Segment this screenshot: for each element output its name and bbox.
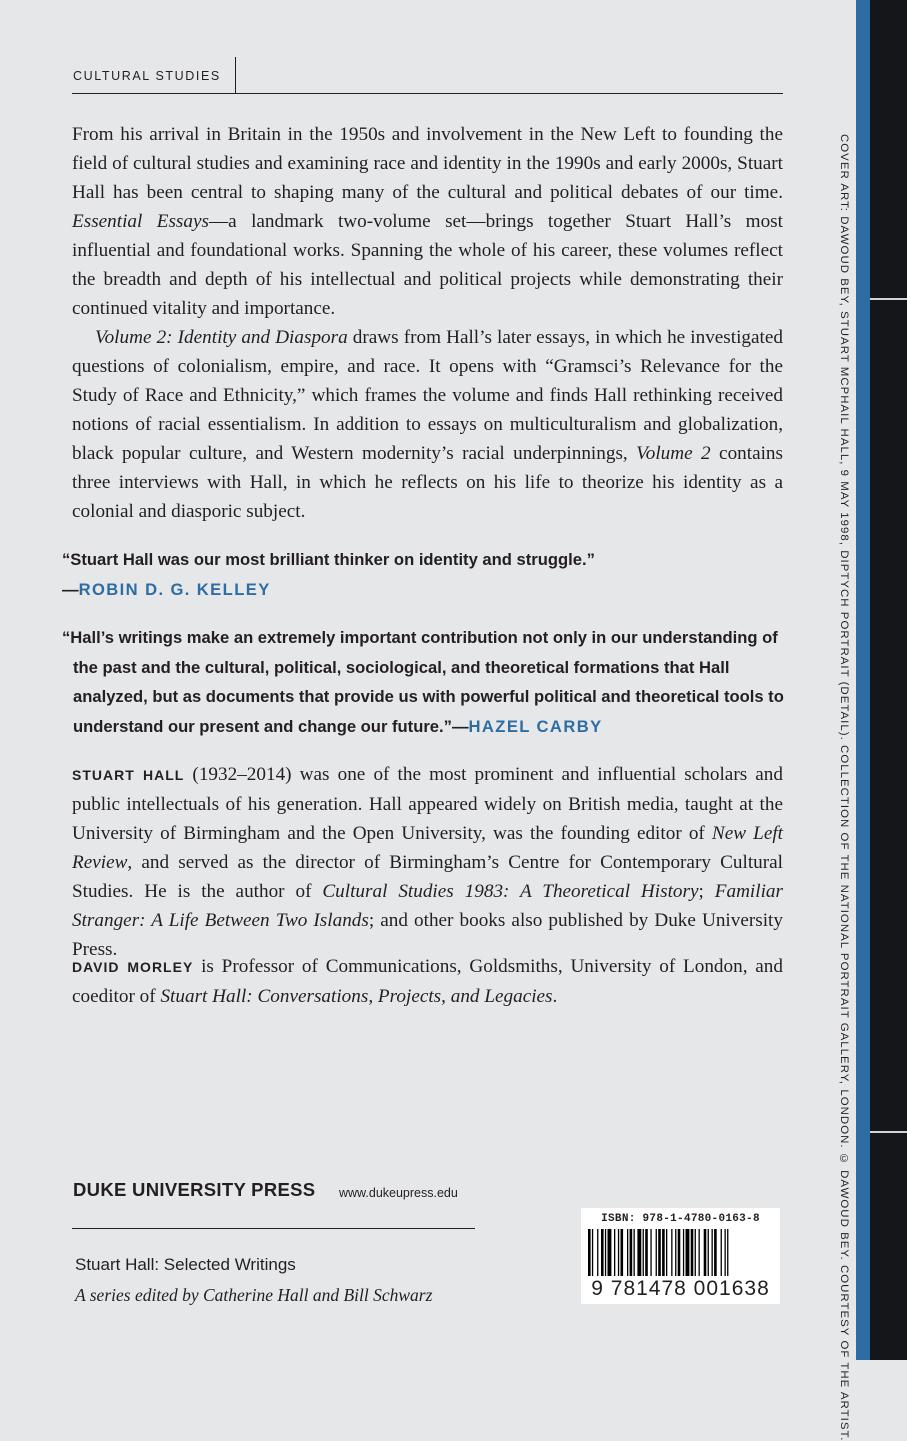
blurb-text: “Stuart Hall was our most brilliant thinker on identity and struggle.” <box>62 550 595 569</box>
blurb-carby: “Hall’s writings make an extremely important contribution not only in our understanding of the past and the cultural, political, sociological, and theoretical formations that Hall analyzed, but as documents that provide us with powerful political and theoretical tools to understand our present and change our future.”—HAZEL CARBY <box>62 628 784 736</box>
header-divider-horizontal <box>72 93 783 94</box>
blurb-author: HAZEL CARBY <box>468 716 603 736</box>
description-paragraph-1: From his arrival in Britain in the 1950s and involvement in the New Left to founding the field of cultural studies and examining race and identity in the 1990s and early 2000s, Stuart Hall has been central to shaping many of the cultural and political debates of our time. Essential Essays—a landmark two-volume set—brings together Stuart Hall’s most influential and foundational works. Spanning the whole of his career, these volumes reflect the breadth and depth of his intellectual and political projects while demonstrating their continued vitality and importance. <box>72 124 783 319</box>
description-paragraph-2: Volume 2: Identity and Diaspora draws from Hall’s later essays, in which he investigated questions of colonialism, empire, and race. It opens with “Gramsci’s Relevance for the Study of Race and Ethnicity,” which frames the volume and finds Hall rethinking received notions of racial essentialism. In addition to essays on multiculturalism and globalization, black popular culture, and Western modernity’s racial underpinnings, Volume 2 contains three interviews with Hall, in which he reflects on his life to theorize his identity as a colonial and diasporic subject. <box>72 327 783 522</box>
series-editors: A series edited by Catherine Hall and Bill Schwarz <box>75 1285 433 1305</box>
barcode-digits: 9 781478 001638 <box>581 1276 780 1302</box>
bio-david-morley: DAVID MORLEY is Professor of Communications, Goldsmiths, University of London, and coeditor of Stuart Hall: Conversations, Projects, and Legacies. <box>72 956 783 1007</box>
isbn-barcode <box>581 1208 780 1304</box>
publisher-name: DUKE UNIVERSITY PRESS <box>73 1179 316 1200</box>
cover-art-credit: COVER ART: DAWOUD BEY, STUART MCPHAIL HALL, 9 MAY 1998, DIPTYCH PORTRAIT (DETAIL). COLLECTION OF THE NATIONAL PORTRAIT GALLERY, LONDON. © DAWOUD BEY. COURTESY OF THE ARTIST. <box>838 134 850 1441</box>
spine-blue-stripe <box>856 0 870 1360</box>
series-label: CULTURAL STUDIES <box>73 69 221 83</box>
isbn-label: ISBN: 978-1-4780-0163-8 <box>601 1213 760 1225</box>
blurb-author: ROBIN D. G. KELLEY <box>78 579 271 599</box>
blurb-kelley: “Stuart Hall was our most brilliant thinker on identity and struggle.” —ROBIN D. G. KELLEY <box>62 545 784 604</box>
bio-stuart-hall: STUART HALL (1932–2014) was one of the most prominent and influential scholars and public intellectuals of his generation. Hall appeared widely on British media, taught at the University of Birmingham and the Open University, was the founding editor of New Left Review, and served as the director of Birmingham’s Centre for Contemporary Cultural Studies. He is the author of Cultural Studies 1983: A Theoretical History; Familiar Stranger: A Life Between Two Islands; and other books also published by Duke University Press. <box>72 764 783 960</box>
spine-tick <box>870 298 907 300</box>
series-title: Stuart Hall: Selected Writings <box>75 1255 296 1274</box>
publisher-url: www.dukeupress.edu <box>339 1186 458 1200</box>
blurb-text: “Hall’s writings make an extremely important contribution not only in our understanding of the past and the cultural, political, sociological, and theoretical formations that Hall analyzed, but as documents that provide us with powerful political and theoretical tools to understand our present and change our future.” <box>62 628 784 736</box>
header-divider-vertical <box>235 57 236 93</box>
footer-divider <box>72 1228 475 1229</box>
spine-tick <box>870 1131 907 1133</box>
